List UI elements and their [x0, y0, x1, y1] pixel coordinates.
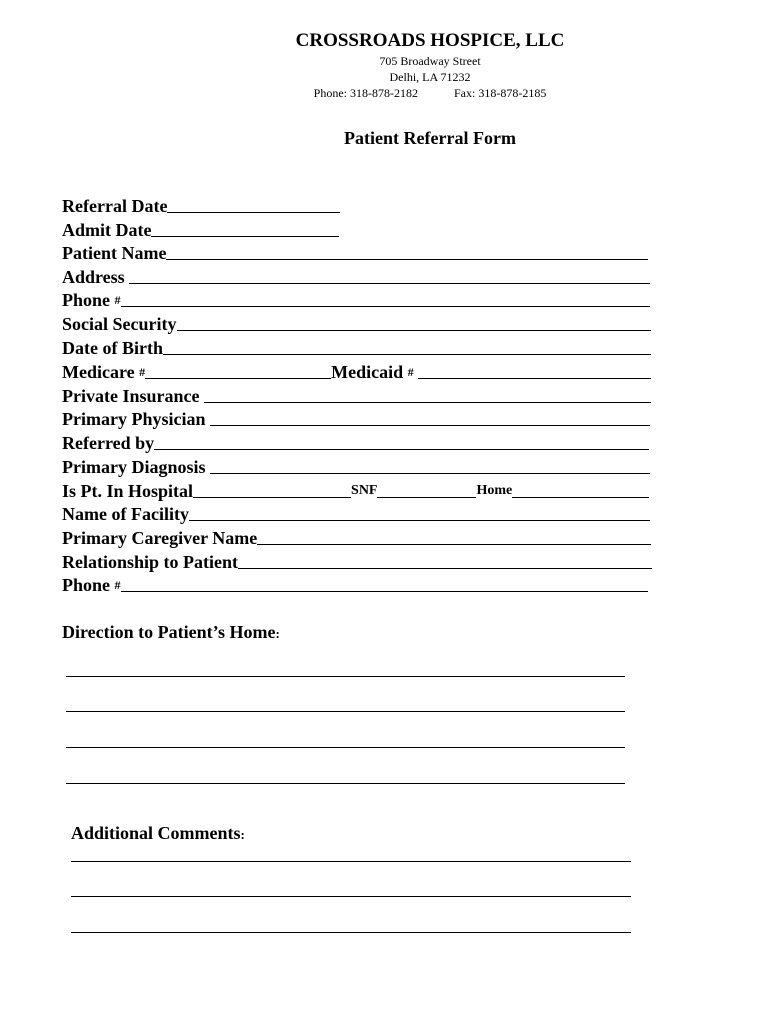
admit-date-label: Admit Date [62, 220, 152, 240]
referral-date-row [62, 194, 340, 216]
medicare-hash: # [139, 365, 146, 379]
primary-diagnosis-row [62, 455, 650, 477]
private-insurance-field[interactable] [204, 386, 651, 403]
primary-physician-label: Primary Physician [62, 409, 206, 429]
patient-name-row [62, 241, 648, 263]
primary-physician-field[interactable] [210, 409, 650, 426]
referral-date-label: Referral Date [62, 196, 168, 216]
referred-by-label: Referred by [62, 433, 155, 453]
fax-number: Fax: 318-878-2185 [454, 86, 547, 100]
address-label: Address [62, 267, 125, 287]
date-of-birth-row [62, 336, 651, 358]
primary-diagnosis-label: Primary Diagnosis [62, 457, 206, 477]
medicaid-field[interactable] [418, 362, 651, 379]
medicaid-hash: # [407, 365, 414, 379]
street-address: 705 Broadway Street [379, 54, 481, 68]
phone-hash: # [114, 293, 121, 307]
caregiver-phone-row [62, 573, 648, 595]
medicare-field[interactable] [145, 362, 331, 379]
directions-line[interactable] [66, 711, 625, 712]
comments-line[interactable] [71, 932, 631, 933]
referral-date-field[interactable] [167, 196, 340, 213]
caregiver-phone-hash: # [114, 578, 121, 592]
patient-name-field[interactable] [166, 243, 648, 260]
referred-by-row [62, 431, 649, 453]
directions-line[interactable] [66, 783, 625, 784]
date-of-birth-field[interactable] [163, 338, 651, 355]
form-title: Patient Referral Form [344, 128, 516, 148]
comments-label: Additional Comments [71, 823, 241, 843]
phone-number: Phone: 318-878-2182 [313, 86, 418, 100]
home-label: Home [476, 483, 513, 498]
social-security-field[interactable] [177, 314, 652, 331]
admit-date-row [62, 218, 339, 240]
directions-label: Direction to Patient’s Home [62, 622, 276, 642]
organization-name: CROSSROADS HOSPICE, LLC [295, 30, 565, 51]
address-field[interactable] [129, 267, 650, 284]
snf-field[interactable] [377, 481, 476, 498]
is-pt-in-hospital-field[interactable] [193, 481, 351, 498]
name-of-facility-label: Name of Facility [62, 504, 189, 524]
hospital-status-row [62, 479, 649, 501]
referred-by-field[interactable] [154, 433, 649, 450]
caregiver-phone-field[interactable] [121, 575, 648, 592]
relationship-to-patient-label: Relationship to Patient [62, 552, 239, 572]
directions-colon: : [275, 626, 280, 641]
date-of-birth-label: Date of Birth [62, 338, 163, 358]
comments-line[interactable] [71, 861, 631, 862]
name-of-facility-field[interactable] [189, 504, 650, 521]
phone-field[interactable] [121, 290, 650, 307]
social-security-label: Social Security [62, 314, 177, 334]
caregiver-phone-label: Phone [62, 575, 111, 595]
relationship-to-patient-field[interactable] [238, 552, 652, 569]
snf-label: SNF [351, 483, 378, 498]
home-field[interactable] [512, 481, 649, 498]
primary-caregiver-row [62, 526, 651, 548]
admit-date-field[interactable] [151, 220, 339, 237]
primary-caregiver-name-field[interactable] [257, 528, 651, 545]
contact-info [0, 86, 770, 101]
primary-caregiver-name-label: Primary Caregiver Name [62, 528, 258, 548]
directions-heading [62, 622, 280, 643]
social-security-row [62, 312, 651, 334]
name-of-facility-row [62, 502, 650, 524]
medicaid-label: Medicaid [331, 362, 404, 382]
phone-label: Phone [62, 290, 111, 310]
medicare-medicaid-row [62, 360, 651, 382]
primary-diagnosis-field[interactable] [210, 457, 650, 474]
comments-colon: : [240, 827, 245, 842]
medicare-label: Medicare [62, 362, 135, 382]
directions-line[interactable] [66, 747, 625, 748]
primary-physician-row [62, 407, 650, 429]
private-insurance-row [62, 384, 651, 406]
city-state-zip: Delhi, LA 71232 [389, 70, 471, 84]
private-insurance-label: Private Insurance [62, 386, 200, 406]
relationship-row [62, 550, 652, 572]
directions-line[interactable] [66, 676, 625, 677]
comments-line[interactable] [71, 896, 631, 897]
phone-row [62, 288, 650, 310]
patient-name-label: Patient Name [62, 243, 167, 263]
comments-heading [71, 823, 245, 844]
is-pt-in-hospital-label: Is Pt. In Hospital [62, 481, 194, 501]
address-row [62, 265, 650, 287]
